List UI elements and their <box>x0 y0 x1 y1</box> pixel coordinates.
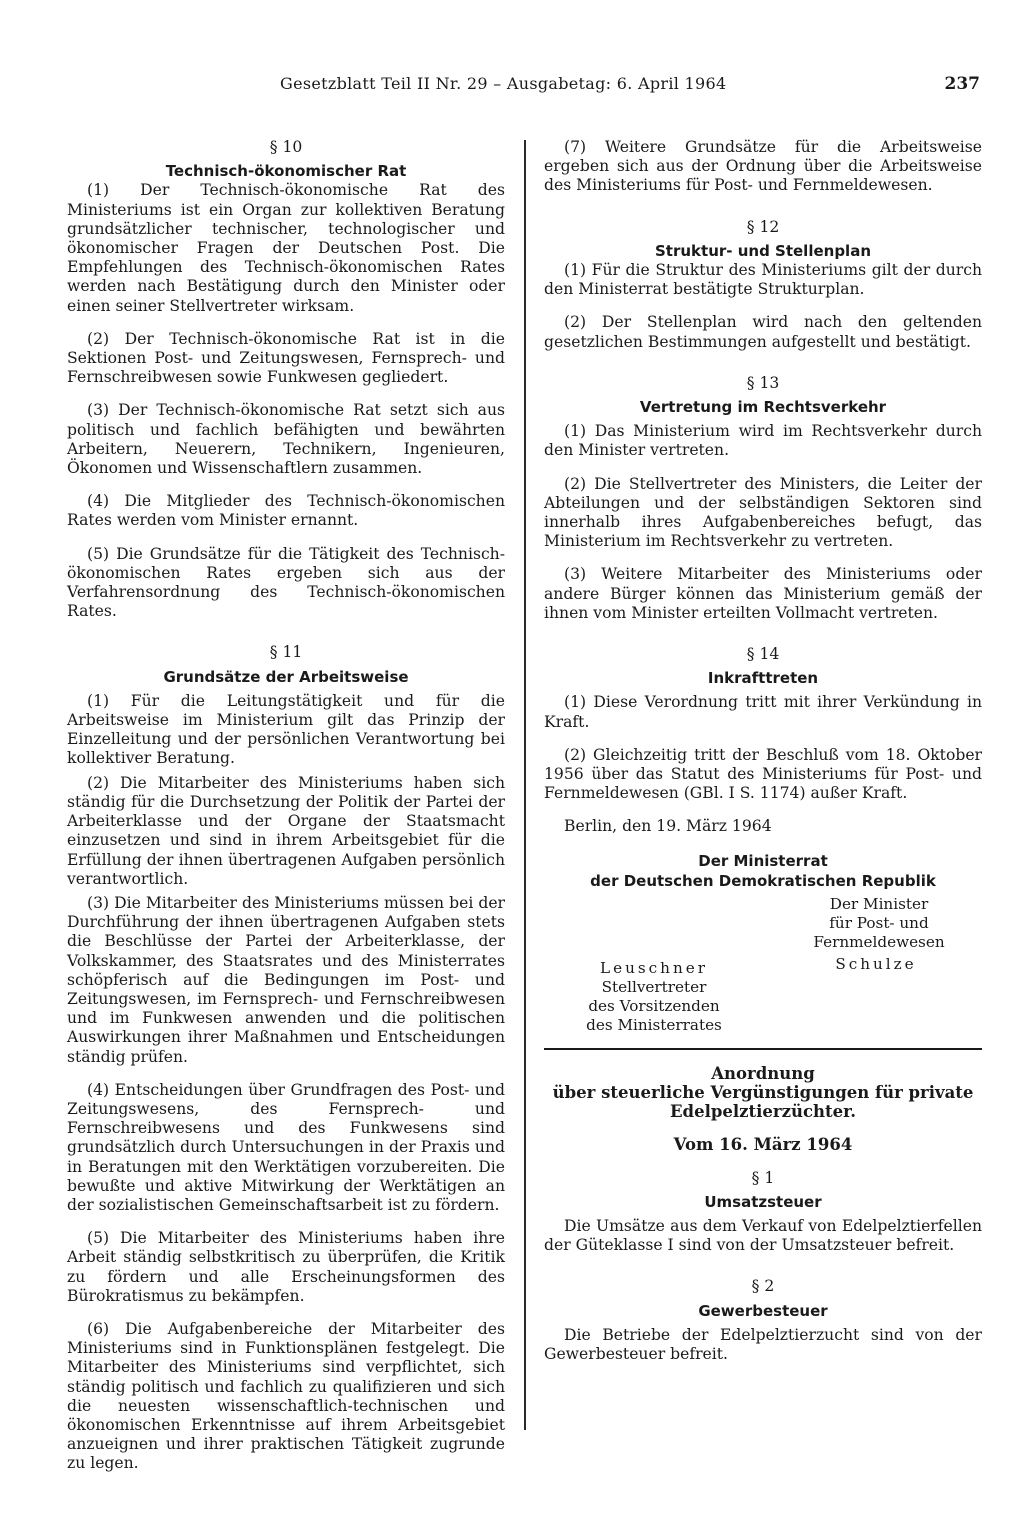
signatory-role-line: Stellvertreter <box>601 977 707 996</box>
ordinance-title: über steuerliche Vergünstigungen für private <box>552 1082 974 1102</box>
section-title: Umsatzsteuer <box>704 1192 822 1211</box>
ordinance-title: Edelpelztierzüchter. <box>669 1102 857 1122</box>
paragraph: (1) Diese Verordnung tritt mit ihrer Verkündung in Kraft. <box>544 693 982 731</box>
signing-body-line: Der Ministerrat <box>698 851 828 870</box>
signatory-role <box>574 978 734 1036</box>
page-number: 237 <box>944 74 980 94</box>
paragraph: (3) Die Mitarbeiter des Ministeriums müssen bei der Durchführung der ihnen übertragenen Aufgaben stets die Beschlüsse der Partei der Arbeiterklasse, der Volkskammer, des Staatsrates und des Ministerrates schöpferisch auf die Bedingungen im Post- und Zeitungswesen, im Fernsprech- und Fernschreibwesen und im Funkwesen anwenden und die politischen Auswirkungen ihrer Maßnahmen und Entscheidungen ständig prüfen. <box>67 893 505 1066</box>
signing-body-line: der Deutschen Demokratischen Republik <box>590 871 936 890</box>
paragraph: (3) Weitere Mitarbeiter des Ministeriums oder andere Bürger können das Ministerium gemäß der ihnen vom Minister erteilten Vollmacht vertreten. <box>544 565 982 622</box>
ordinance-title: Anordnung <box>711 1063 815 1083</box>
paragraph: (1) Für die Leitungstätigkeit und für die Arbeitsweise im Ministerium gilt das Prinzip der Einzelleitung und der persönlichen Verantwortung bei kollektiver Beratung. <box>67 691 505 768</box>
signatory-name-left: Leuschner <box>600 958 708 977</box>
paragraph: (1) Für die Struktur des Ministeriums gilt der durch den Ministerrat bestätigte Strukturplan. <box>544 261 982 299</box>
section-number: § 13 <box>746 373 780 392</box>
left-column <box>67 138 505 1474</box>
running-title: Gesetzblatt Teil II Nr. 29 – Ausgabetag: 6. April 1964 <box>280 74 727 93</box>
paragraph: (2) Die Mitarbeiter des Ministeriums haben sich ständig für die Durchsetzung der Politik der Partei der Arbeiterklasse und der Organe der Staatsmacht einzusetzen und sind in ihrem Arbeitsgebiet für die Erfüllung der ihnen übertragenen Aufgaben persönlich verantwortlich. <box>67 773 505 888</box>
paragraph: (1) Der Technisch-ökonomische Rat des Ministeriums ist ein Organ zur kollektiven Beratung grundsätzlicher technischer, technologischer und ökonomischer Fragen der Deutschen Post. Die Empfehlungen des Technisch-ökonomischen Rates werden nach Bestätigung durch den Minister oder einen seiner Stellvertreter wirksam. <box>67 181 505 315</box>
paragraph: (4) Die Mitglieder des Technisch-ökonomischen Rates werden vom Minister ernannt. <box>67 492 505 530</box>
signatory-role-line: des Vorsitzenden <box>588 996 720 1015</box>
signatory-name-right: Schulze <box>835 954 917 973</box>
paragraph: (6) Die Aufgabenbereiche der Mitarbeiter des Ministeriums sind in Funktionsplänen festgelegt. Die Mitarbeiter des Ministeriums sind verpflichtet, sich ständig politisch und fachlich zu qualifizieren und sich die neuesten wissenschaftlich-technischen und ökonomischen Erkenntnisse auf ihrem Arbeitsgebiet anzueignen und ihrer praktischen Tätigkeit zugrunde zu legen. <box>67 1319 505 1473</box>
signing-body <box>544 851 982 891</box>
signature-block <box>544 851 982 1036</box>
paragraph: (2) Der Technisch-ökonomische Rat ist in die Sektionen Post- und Zeitungswesen, Fernsprech- und Fernschreibwesen sowie Funkwesen gegliedert. <box>67 329 505 387</box>
paragraph: (2) Der Stellenplan wird nach den geltenden gesetzlichen Bestimmungen aufgestellt und bestätigt. <box>544 313 982 351</box>
section-number: § 11 <box>269 643 303 662</box>
section-title: Gewerbesteuer <box>698 1301 828 1320</box>
minister-title-line: Fernmeldewesen <box>813 933 945 952</box>
paragraph: (4) Entscheidungen über Grundfragen des Post- und Zeitungswesens, des Fernsprech- und Fernschreibwesens und des Funkwesens sind grundsätzlich durch Untersuchungen in der Praxis und in Beratungen mit den Werktätigen vorzubereiten. Die bewußte und aktive Mitwirkung der Werktätigen an der sozialistischen Gemeinschaftsarbeit ist zu fördern. <box>67 1080 505 1214</box>
signatory-role-line: des Ministerrates <box>586 1016 722 1035</box>
paragraph: Die Betriebe der Edelpelztierzucht sind von der Gewerbesteuer befreit. <box>544 1325 982 1363</box>
section-number: § 10 <box>269 138 303 156</box>
section-title: Grundsätze der Arbeitsweise <box>163 667 409 686</box>
paragraph: (5) Die Mitarbeiter des Ministeriums haben ihre Arbeit ständig selbstkritisch zu überprüfen, die Kritik zu fördern und alle Erscheinungsformen des Bürokratismus zu bekämpfen. <box>67 1229 505 1305</box>
minister-title-line: für Post- und <box>829 913 929 932</box>
paragraph: Die Umsätze aus dem Verkauf von Edelpelztierfellen der Güteklasse I sind von der Umsatzsteuer befreit. <box>544 1216 982 1255</box>
section-number: § 12 <box>746 217 780 236</box>
right-column <box>544 138 982 1364</box>
paragraph: (3) Der Technisch-ökonomische Rat setzt sich aus politisch und fachlich befähigten und bewährten Arbeitern, Neuerern, Technikern, Ingenieuren, Ökonomen und Wissenschaftlern zusammen. <box>67 401 505 478</box>
paragraph: (5) Die Grundsätze für die Tätigkeit des Technisch-ökonomischen Rates ergeben sich aus der Verfahrensordnung des Technisch-ökonomischen Rates. <box>67 544 505 621</box>
minister-title-line: Der Minister <box>829 894 929 913</box>
section-title: Technisch-ökonomischer Rat <box>165 162 407 181</box>
section-title: Inkrafttreten <box>707 669 819 688</box>
date-line: Berlin, den 19. März 1964 <box>564 817 772 836</box>
page-header <box>60 74 980 104</box>
minister-title <box>794 895 964 953</box>
section-number: § 14 <box>746 645 780 664</box>
section-divider <box>544 1048 982 1050</box>
paragraph: (2) Gleichzeitig tritt der Beschluß vom 18. Oktober 1956 über das Statut des Ministeriums für Post- und Fernmeldewesen (GBl. I S. 1174) außer Kraft. <box>544 745 982 803</box>
column-divider <box>524 140 526 1430</box>
ordinance-date: Vom 16. März 1964 <box>673 1135 853 1155</box>
section-title: Struktur- und Stellenplan <box>655 241 871 260</box>
paragraph: (2) Die Stellvertreter des Ministers, die Leiter der Abteilungen und der selbständigen Sektoren sind innerhalb ihres Aufgabenbereiches befugt, das Ministerium im Rechtsverkehr zu vertreten. <box>544 474 982 551</box>
section-number: § 1 <box>751 1168 775 1187</box>
paragraph: (1) Das Ministerium wird im Rechtsverkehr durch den Minister vertreten. <box>544 422 982 460</box>
section-number: § 2 <box>751 1277 775 1296</box>
section-title: Vertretung im Rechtsverkehr <box>639 398 887 417</box>
paragraph: (7) Weitere Grundsätze für die Arbeitsweise ergeben sich aus der Ordnung über die Arbeitsweise des Ministeriums für Post- und Fernmeldewesen. <box>544 138 982 195</box>
